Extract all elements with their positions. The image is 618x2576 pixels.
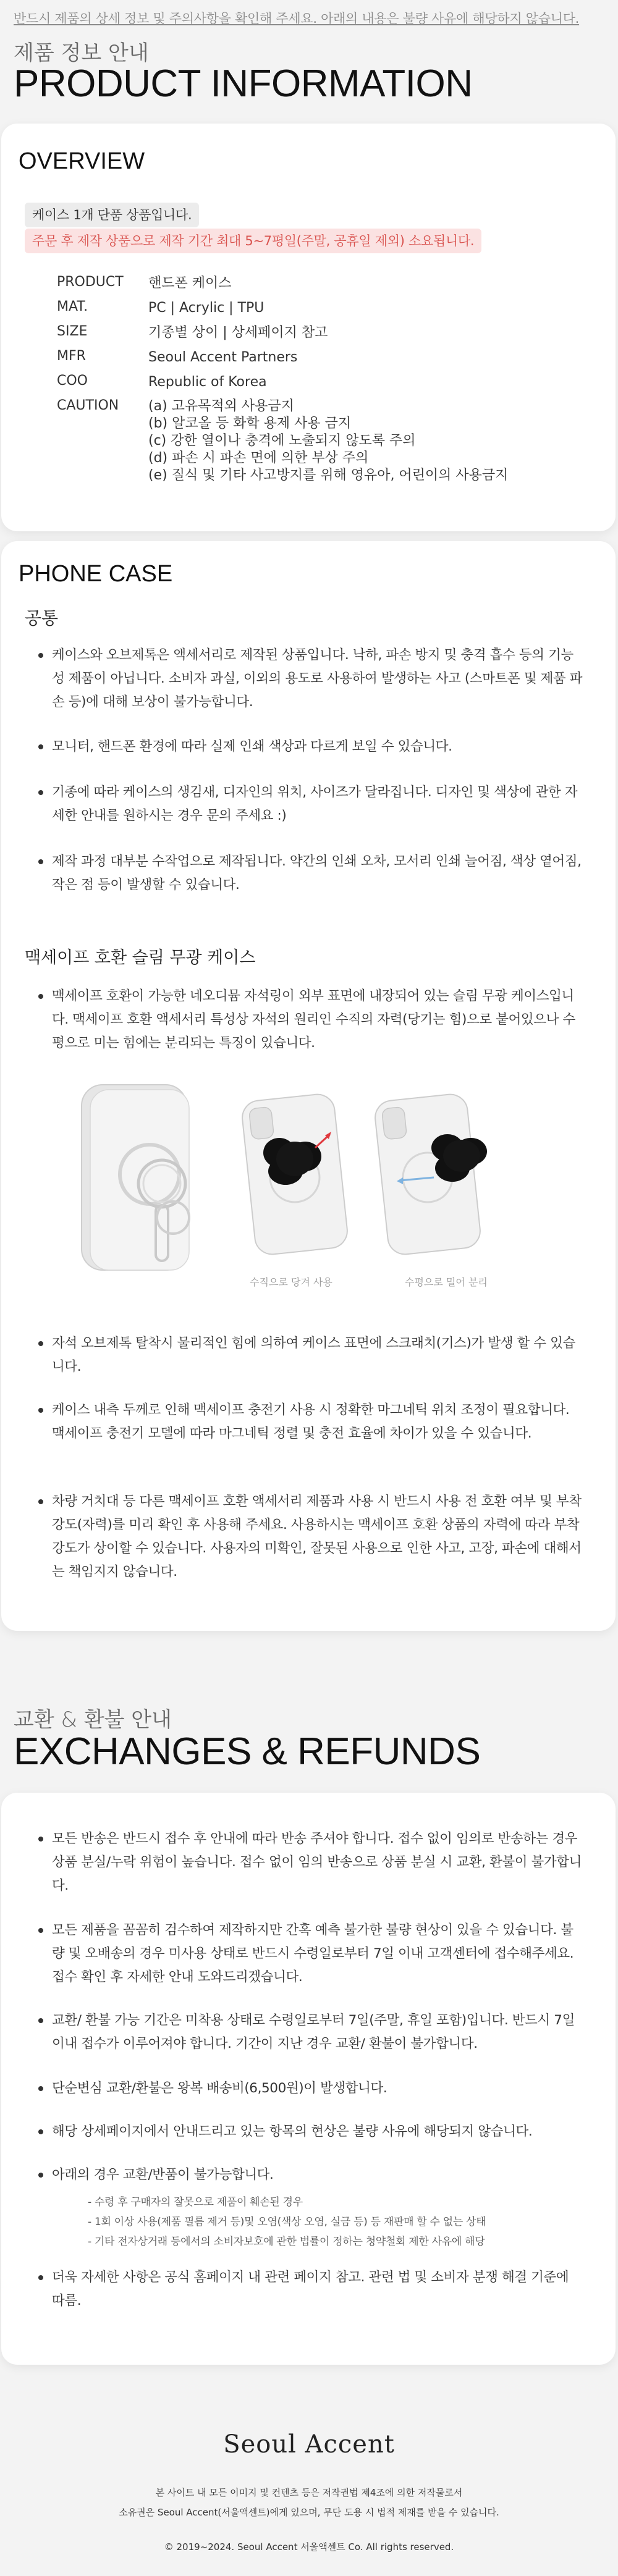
spec-key: MFR (57, 348, 86, 364)
spec-value: 기종별 상이 | 상세페이지 참고 (148, 325, 328, 340)
magsafe-illustration (63, 1079, 570, 1289)
phone-case-front-image (82, 1085, 189, 1270)
overview-card (1, 124, 616, 531)
top-notice-link[interactable]: 반드시 제품의 상세 정보 및 주의사항을 확인해 주세요. 아래의 내용은 불량 사유에 해당하지 않습니다. (14, 11, 580, 26)
spec-key: MAT. (57, 299, 88, 314)
footer-copyright: © 2019~2024. Seoul Accent 서울액센트 Co. All rights reserved. (164, 2541, 454, 2553)
common-heading: 공통 (25, 608, 59, 628)
refund-section-title-en: EXCHANGES & REFUNDS (14, 1730, 481, 1773)
overview-title: OVERVIEW (19, 148, 145, 174)
caution-list (148, 398, 551, 484)
spec-table (57, 274, 551, 490)
spec-value: Republic of Korea (148, 374, 267, 390)
common-item: 케이스와 오브제톡은 액세서리로 제작된 상품입니다. 낙하, 파손 방지 및 충격 흡수 등의 기능성 제품이 아닙니다. 소비자 과실, 이외의 용도로 사용하여 발생하는 사고 (스마트폰 및 제품 파손 등)에 대해 보상이 불가능합니다. (52, 644, 583, 714)
magsafe-item: 차량 거치대 등 다른 맥세이프 호환 액세서리 제품과 사용 시 반드시 사용 전 호환 여부 및 부착 강도(자력)를 미리 확인 후 사용해 주세요. 사용하시는 맥세이프 호환 상품의 자력에 따라 부착 강도가 상이할 수 있습니다. 사용자의 미확인, 잘못된 사용으로 인한 사고, 고장, 파손에 대해서는 책임지지 않습니다. (52, 1490, 583, 1584)
refund-card (1, 1793, 616, 2365)
spec-key: PRODUCT (57, 274, 124, 290)
product-section-title-ko: 제품 정보 안내 (14, 41, 149, 65)
caution-item: (c) 강한 열이나 충격에 노출되지 않도록 주의 (148, 433, 416, 448)
caption-horizontal: 수평으로 밀어 분리 (405, 1276, 488, 1288)
magsafe-intro: 맥세이프 호환이 가능한 네오디뮴 자석링이 외부 표면에 내장되어 있는 슬림 무광 케이스입니다. 맥세이프 호환 액세서리 특성상 자석의 원리인 수직의 자력(당기는 힘)으로 붙어있으나 수평으로 미는 힘에는 분리되는 특징이 있습니다. (52, 985, 583, 1055)
spec-key: SIZE (57, 324, 88, 339)
caution-key: CAUTION (57, 398, 119, 413)
refund-item: 단순변심 교환/환불은 왕복 배송비(6,500원)이 발생합니다. (52, 2077, 583, 2100)
caution-item: (d) 파손 시 파손 면에 의한 부상 주의 (148, 450, 369, 466)
horizontal-slide-image (373, 1093, 487, 1256)
caution-item: (e) 질식 및 기타 사고방지를 위해 영유아, 어린이의 사용금지 (148, 468, 509, 483)
spec-value: 핸드폰 케이스 (148, 276, 232, 291)
caution-item: (a) 고유목적외 사용금지 (148, 398, 294, 414)
footer-logo: Seoul Accent (223, 2430, 395, 2459)
spec-row (57, 274, 551, 293)
common-item: 기종에 따라 케이스의 생김새, 디자인의 위치, 사이즈가 달라집니다. 디자인 및 색상에 관한 자세한 안내를 원하시는 경우 문의 주세요 :) (52, 781, 583, 828)
footer-ownership-notice: 소유권은 Seoul Accent(서울액센트)에게 있으며, 무단 도용 시 법적 제재를 받을 수 있습니다. (119, 2507, 499, 2518)
footer-copyright-notice: 본 사이트 내 모든 이미지 및 컨텐츠 등은 저작권법 제4조에 의한 저작물로서 (155, 2487, 463, 2498)
spec-value: Seoul Accent Partners (148, 350, 298, 365)
spec-value: PC | Acrylic | TPU (148, 300, 265, 316)
refund-section-title-ko: 교환 & 환불 안내 (14, 1707, 172, 1732)
spec-row (57, 373, 551, 392)
refund-sub-item: - 1회 이상 사용(제품 필름 제거 등)및 오염(색상 오염, 실금 등) 등 재판매 할 수 없는 상태 (88, 2216, 486, 2228)
refund-sub-item: - 기타 전자상거래 등에서의 소비자보호에 관한 법률이 정하는 청약철회 제한 사유에 해당 (88, 2236, 485, 2248)
caption-vertical: 수직으로 당겨 사용 (250, 1276, 332, 1288)
spec-row (57, 299, 551, 318)
common-item: 제작 과정 대부분 수작업으로 제작됩니다. 약간의 인쇄 오차, 모서리 인쇄 늘어짐, 색상 옅어짐, 작은 점 등이 발생할 수 있습니다. (52, 850, 583, 897)
spec-key: COO (57, 373, 88, 389)
phone-case-title: PHONE CASE (19, 561, 173, 587)
refund-item: 모든 반송은 반드시 접수 후 안내에 따라 반송 주셔야 합니다. 접수 없이 임의로 반송하는 경우 상품 분실/누락 위험이 높습니다. 접수 없이 임의 반송으로 상품 분실 시 교환, 환불이 불가합니다. (52, 1827, 583, 1898)
lead-time-notice: 주문 후 제작 상품으로 제작 기간 최대 5~7평일(주말, 공휴일 제외) 소요됩니다. (25, 229, 481, 253)
phone-case-card (1, 541, 616, 1631)
refund-item: 모든 제품을 꼼꼼히 검수하여 제작하지만 간혹 예측 불가한 불량 현상이 있을 수 있습니다. 불량 및 오배송의 경우 미사용 상태로 반드시 수령일로부터 7일 이내 고객센터에 접수해주세요. 접수 확인 후 자세한 안내 도와드리겠습니다. (52, 1919, 583, 1989)
vertical-pull-image (240, 1093, 349, 1256)
magsafe-heading: 맥세이프 호환 슬림 무광 케이스 (25, 948, 256, 967)
refund-sub-item: - 수령 후 구매자의 잘못으로 제품이 훼손된 경우 (88, 2196, 303, 2208)
caution-item: (b) 알코올 등 화학 용제 사용 금지 (148, 416, 352, 431)
spec-row-caution (57, 398, 551, 484)
refund-item: 아래의 경우 교환/반품이 불가능합니다. (52, 2163, 583, 2187)
refund-item: 교환/ 환불 가능 기간은 미착용 상태로 수령일로부터 7일(주말, 휴일 포함)입니다. 반드시 7일 이내 접수가 이루어져야 합니다. 기간이 지난 경우 교환/ 환불이 불가합니다. (52, 2009, 583, 2056)
refund-item: 해당 상세페이지에서 안내드리고 있는 항목의 현상은 불량 사유에 해당되지 않습니다. (52, 2120, 583, 2144)
magsafe-item: 케이스 내측 두께로 인해 맥세이프 충전기 사용 시 정확한 마그네틱 위치 조정이 필요합니다. 맥세이프 충전기 모델에 따라 마그네틱 정렬 및 충전 효율에 차이가 있을 수 있습니다. (52, 1399, 583, 1446)
magsafe-item: 자석 오브제톡 탈착시 물리적인 힘에 의하여 케이스 표면에 스크래치(기스)가 발생 할 수 있습니다. (52, 1332, 583, 1379)
common-item: 모니터, 핸드폰 환경에 따라 실제 인쇄 색상과 다르게 보일 수 있습니다. (52, 735, 583, 759)
single-item-notice: 케이스 1개 단품 상품입니다. (25, 203, 199, 227)
spec-row (57, 324, 551, 342)
product-section-title-en: PRODUCT INFORMATION (14, 62, 473, 105)
spec-row (57, 348, 551, 367)
refund-item: 더욱 자세한 사항은 공식 홈페이지 내 관련 페이지 참고. 관련 법 및 소비자 분쟁 해결 기준에 따름. (52, 2266, 583, 2313)
